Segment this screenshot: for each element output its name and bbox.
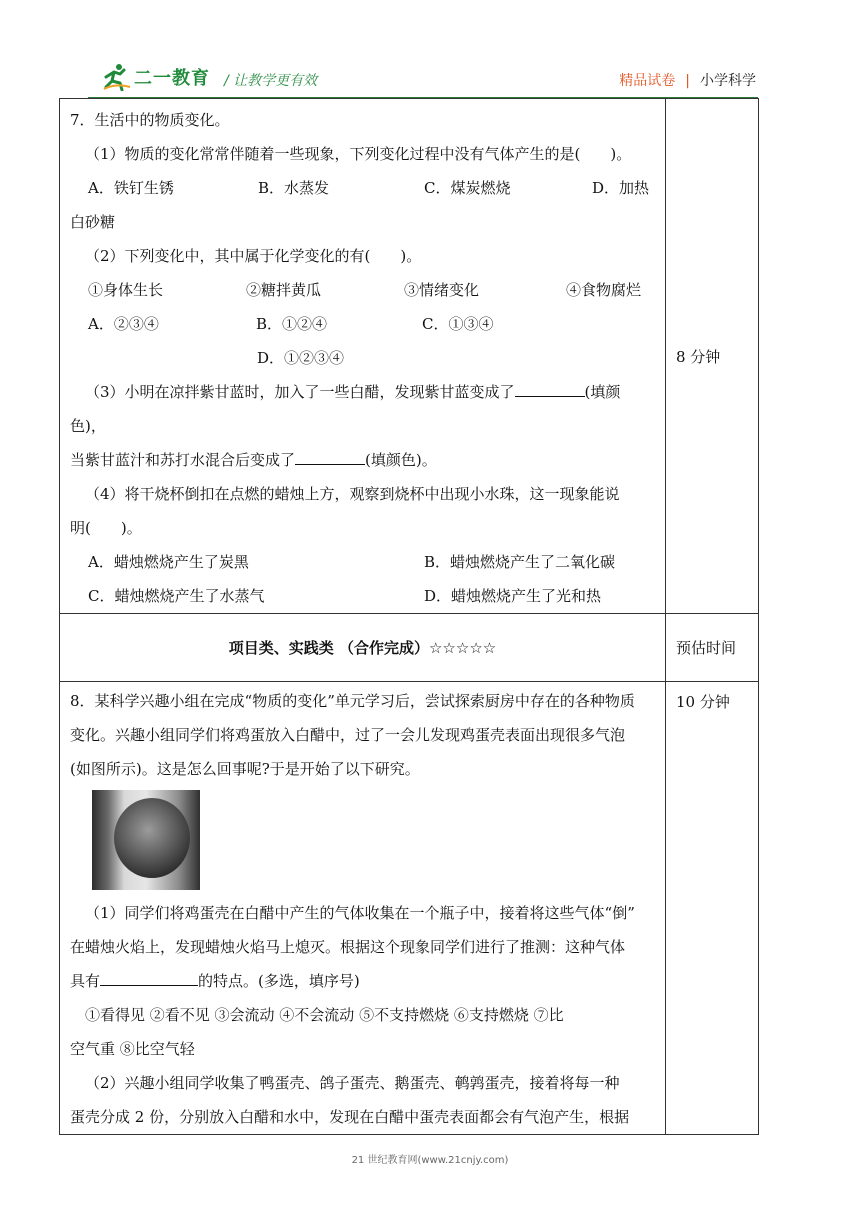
q8-s1-options-2: 空气重 ⑧比空气轻: [70, 1040, 195, 1058]
option-a: A．铁钉生锈: [88, 179, 174, 197]
q7-s2-items: [70, 273, 655, 307]
q7-time: 8 分钟: [676, 347, 721, 366]
section-row: [60, 614, 759, 682]
q7-s2: （2）下列变化中，其中属于化学变化的有( )。: [85, 247, 422, 265]
egg-shape: [114, 798, 190, 878]
answer-blank: [295, 444, 365, 465]
q7-s4-options-row2: [70, 579, 655, 613]
page-footer: 21 世纪教育网(www.21cnjy.com): [351, 1155, 509, 1166]
q7-s4-line1: （4）将干烧杯倒扣在点燃的蜡烛上方，观察到烧杯中出现小水珠，这一现象能说: [85, 485, 620, 503]
q8-time-cell: [666, 682, 759, 1135]
egg-in-vinegar-photo: [92, 790, 200, 890]
tag-subject: 小学科学: [700, 73, 756, 89]
q8-cell: [60, 682, 666, 1135]
q7-title: 7．生活中的物质变化。: [70, 111, 230, 129]
q8-row: [60, 682, 759, 1135]
option-c: C．煤炭燃烧: [424, 179, 511, 197]
q8-time: 10 分钟: [676, 693, 730, 711]
section-time-header-cell: [666, 614, 759, 682]
q7-s4-line2: 明( )。: [70, 519, 142, 537]
header-tags: [619, 70, 756, 90]
q7-s1: （1）物质的变化常常伴随着一些现象，下列变化过程中没有气体产生的是( )。: [85, 145, 632, 163]
option-d: D．蜡烛燃烧产生了光和热: [424, 587, 602, 605]
q7-s4-options-row1: [70, 545, 655, 579]
logo-text: 二一教育: [134, 68, 210, 89]
time-header: 预估时间: [676, 639, 737, 657]
answer-blank: [515, 376, 585, 397]
section-title: 项目类、实践类 （合作完成）☆☆☆☆☆: [228, 639, 497, 657]
option-c: C．蜡烛燃烧产生了水蒸气: [88, 587, 265, 605]
q8-intro-1: 8．某科学兴趣小组在完成“物质的变化”单元学习后，尝试探索厨房中存在的各种物质: [70, 692, 635, 710]
q8-intro-3: (如图所示)。这是怎么回事呢?于是开始了以下研究。: [70, 760, 420, 778]
page-header: [88, 58, 758, 98]
tag-separator: |: [685, 73, 690, 89]
q7-time-cell: [666, 99, 759, 614]
item-3: ③情绪变化: [404, 281, 480, 299]
slogan: / 让教学更有效: [224, 73, 318, 89]
q7-s2-options: [70, 307, 655, 341]
item-1: ①身体生长: [88, 281, 164, 299]
item-4: ④食物腐烂: [566, 281, 642, 299]
section-title-cell: [60, 614, 666, 682]
answer-blank: [100, 965, 198, 986]
q8-s2-line2: 蛋壳分成 2 份，分别放入白醋和水中，发现在白醋中蛋壳表面都会有气泡产生，根据: [70, 1108, 630, 1126]
runner-logo-icon: [102, 63, 132, 91]
q8-s1-line3: 具有 的特点。(多选，填序号): [70, 964, 655, 998]
option-d: D．①②③④: [257, 349, 345, 367]
option-b: B．①②④: [256, 315, 328, 333]
item-2: ②糖拌黄瓜: [246, 281, 322, 299]
option-d: D．加热: [592, 179, 650, 197]
q8-s1-line1: （1）同学们将鸡蛋壳在白醋中产生的气体收集在一个瓶子中，接着将这些气体“倒”: [85, 904, 635, 922]
option-c: C．①③④: [422, 315, 494, 333]
q8-s1-line2: 在蜡烛火焰上，发现蜡烛火焰马上熄灭。根据这个现象同学们进行了推测：这种气体: [70, 938, 626, 956]
option-b: B．水蒸发: [258, 179, 330, 197]
option-a: A．②③④: [88, 315, 159, 333]
option-a: A．蜡烛燃烧产生了炭黑: [88, 553, 249, 571]
q7-cell: [60, 99, 666, 614]
question-table: [59, 98, 759, 1135]
q8-s1-options-1: ①看得见 ②看不见 ③会流动 ④不会流动 ⑤不支持燃烧 ⑥支持燃烧 ⑦比: [85, 1006, 564, 1024]
q7-row: [60, 99, 759, 614]
q8-intro-2: 变化。兴趣小组同学们将鸡蛋放入白醋中，过了一会儿发现鸡蛋壳表面出现很多气泡: [70, 726, 626, 744]
tag-premium: 精品试卷: [619, 73, 676, 89]
option-b: B．蜡烛燃烧产生了二氧化碳: [424, 553, 616, 571]
logo: [102, 62, 210, 92]
q7-s1-continuation: 白砂糖: [70, 213, 116, 231]
q7-s1-options: [70, 171, 655, 205]
q7-s3-line2: 当紫甘蓝汁和苏打水混合后变成了 (填颜色)。: [70, 443, 655, 477]
q7-s3-line1: （3）小明在凉拌紫甘蓝时，加入了一些白醋，发现紫甘蓝变成了 (填颜色)，: [70, 375, 655, 443]
q8-s2-line1: （2）兴趣小组同学收集了鸭蛋壳、鸽子蛋壳、鹅蛋壳、鹌鹑蛋壳，接着将每一种: [85, 1074, 620, 1092]
